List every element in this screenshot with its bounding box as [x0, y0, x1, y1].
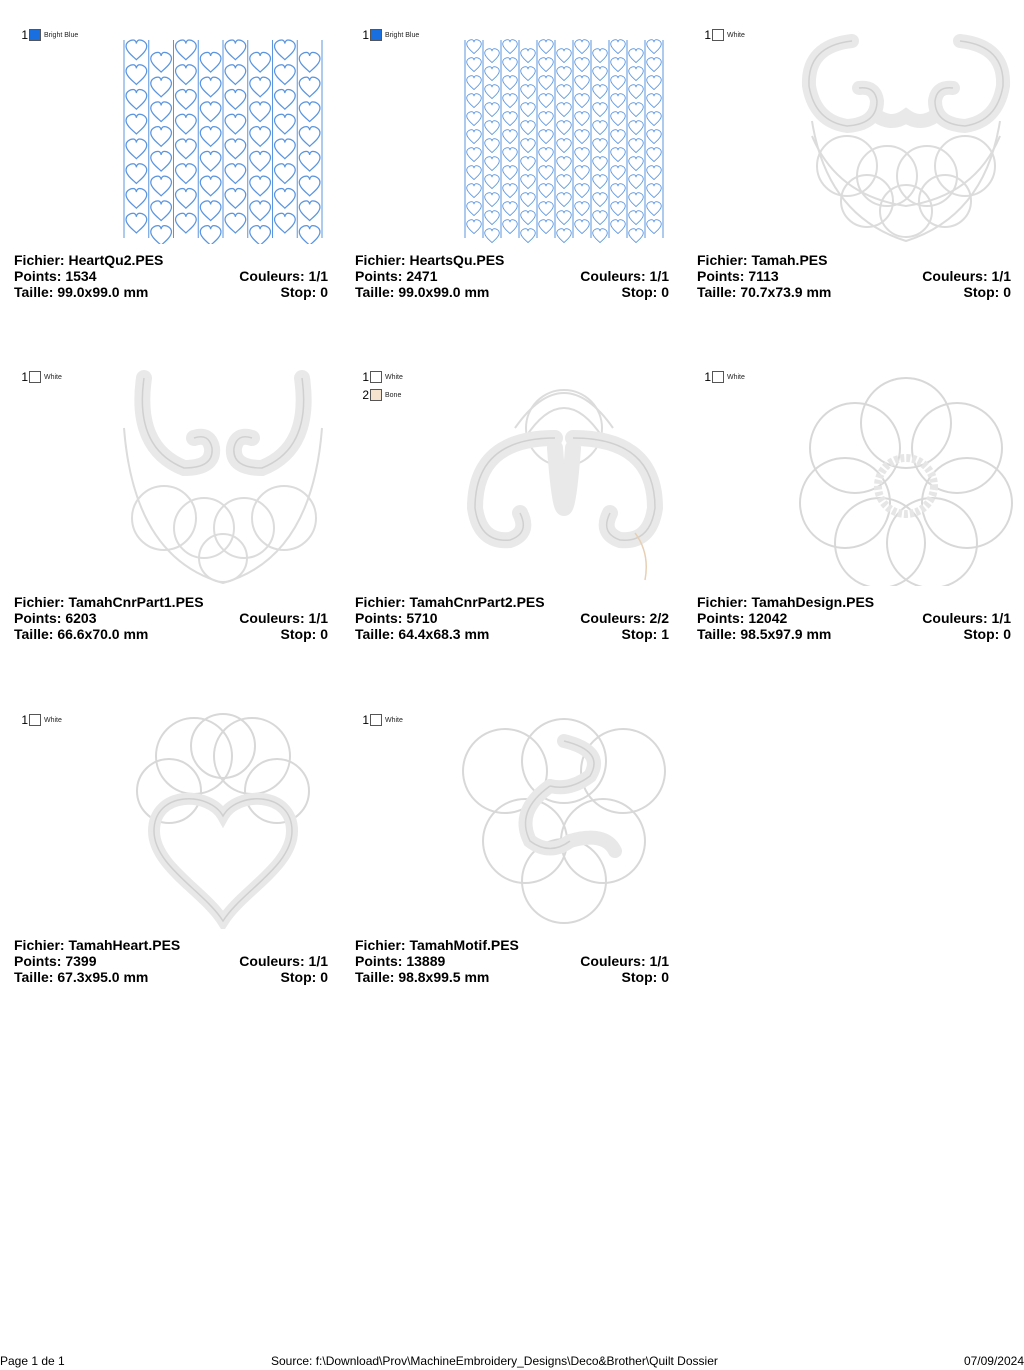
- swatch-number: 1: [704, 370, 711, 384]
- colors-line: Couleurs: 1/1: [239, 610, 328, 626]
- design-preview: [455, 368, 673, 586]
- points-line: Points: 7113: [697, 268, 779, 284]
- stops-line: Stop: 0: [280, 284, 328, 300]
- swatch-name: Bright Blue: [44, 31, 79, 39]
- design-info: [355, 594, 669, 642]
- swatch-color: [712, 29, 724, 41]
- colors-line: Couleurs: 1/1: [580, 953, 669, 969]
- design-card-tamahmotif: [355, 711, 673, 1011]
- swatch-name: Bright Blue: [385, 31, 420, 39]
- lace-rosette-design: [797, 368, 1015, 586]
- thread-swatch-list: [359, 368, 403, 404]
- design-card-heartqu2: [14, 26, 332, 326]
- thread-swatch: [359, 368, 403, 386]
- stops-line: Stop: 0: [621, 969, 669, 985]
- thread-swatch: [701, 26, 745, 44]
- points-line: Points: 1534: [14, 268, 97, 284]
- swatch-color: [29, 371, 41, 383]
- points-line: Points: 7399: [14, 953, 97, 969]
- file-name-line: Fichier: TamahMotif.PES: [355, 937, 519, 953]
- thread-swatch: [359, 26, 419, 44]
- stops-line: Stop: 0: [963, 626, 1011, 642]
- swatch-color: [370, 29, 382, 41]
- file-name-line: Fichier: HeartQu2.PES: [14, 252, 164, 268]
- swatch-number: 2: [362, 388, 369, 402]
- thread-swatch-list: [18, 26, 78, 44]
- design-preview: [455, 711, 673, 929]
- swatch-color: [712, 371, 724, 383]
- size-line: Taille: 64.4x68.3 mm: [355, 626, 490, 642]
- points-line: Points: 6203: [14, 610, 97, 626]
- file-name-line: Fichier: TamahDesign.PES: [697, 594, 875, 610]
- design-card-tamahheart: [14, 711, 332, 1011]
- stops-line: Stop: 0: [280, 969, 328, 985]
- colors-line: Couleurs: 1/1: [580, 268, 669, 284]
- design-info: [14, 937, 328, 985]
- thread-swatch-list: [18, 368, 62, 386]
- thread-swatch: [18, 711, 62, 729]
- file-name-line: Fichier: TamahHeart.PES: [14, 937, 181, 953]
- design-preview: [797, 26, 1015, 244]
- points-line: Points: 5710: [355, 610, 438, 626]
- swatch-name: White: [385, 373, 403, 381]
- points-line: Points: 13889: [355, 953, 446, 969]
- points-line: Points: 2471: [355, 268, 438, 284]
- design-preview: [797, 368, 1015, 586]
- swatch-name: White: [44, 373, 62, 381]
- swatch-name: White: [44, 716, 62, 724]
- design-preview: [114, 26, 332, 244]
- swatch-color: [370, 714, 382, 726]
- swatch-color: [29, 29, 41, 41]
- swatch-number: 1: [362, 28, 369, 42]
- design-card-heartsqu: [355, 26, 673, 326]
- colors-line: Couleurs: 1/1: [922, 268, 1011, 284]
- stops-line: Stop: 0: [280, 626, 328, 642]
- design-info: [697, 594, 1011, 642]
- swatch-name: White: [727, 373, 745, 381]
- size-line: Taille: 66.6x70.0 mm: [14, 626, 149, 642]
- swatch-name: White: [385, 716, 403, 724]
- size-line: Taille: 99.0x99.0 mm: [355, 284, 490, 300]
- design-preview: [455, 26, 673, 244]
- size-line: Taille: 99.0x99.0 mm: [14, 284, 149, 300]
- design-card-tamah: [697, 26, 1015, 326]
- lace-corner-part1-design: [114, 368, 332, 586]
- swatch-number: 1: [704, 28, 711, 42]
- design-info: [697, 252, 1011, 300]
- design-info: [355, 252, 669, 300]
- thread-swatch: [359, 386, 403, 404]
- swatch-name: White: [727, 31, 745, 39]
- colors-line: Couleurs: 2/2: [580, 610, 669, 626]
- lace-motif-design: [455, 711, 673, 929]
- design-card-tamahcnrpart2: [355, 368, 673, 668]
- hearts-quilt-pattern: [455, 26, 673, 244]
- design-preview: [114, 368, 332, 586]
- thread-swatch: [359, 711, 403, 729]
- swatch-name: Bone: [385, 391, 402, 399]
- points-line: Points: 12042: [697, 610, 788, 626]
- stops-line: Stop: 1: [621, 626, 669, 642]
- swatch-number: 1: [362, 713, 369, 727]
- colors-line: Couleurs: 1/1: [239, 268, 328, 284]
- swatch-color: [370, 371, 382, 383]
- colors-line: Couleurs: 1/1: [922, 610, 1011, 626]
- swatch-number: 1: [21, 28, 28, 42]
- size-line: Taille: 67.3x95.0 mm: [14, 969, 149, 985]
- design-info: [355, 937, 669, 985]
- colors-line: Couleurs: 1/1: [239, 953, 328, 969]
- swatch-number: 1: [21, 713, 28, 727]
- thread-swatch-list: [701, 26, 745, 44]
- lace-heart-design: [114, 711, 332, 929]
- file-name-line: Fichier: TamahCnrPart2.PES: [355, 594, 545, 610]
- thread-swatch: [18, 26, 78, 44]
- size-line: Taille: 98.5x97.9 mm: [697, 626, 832, 642]
- thread-swatch-list: [359, 711, 403, 729]
- source-path: Source: f:\Download\Prov\MachineEmbroidery_Designs\Deco&Brother\Quilt Dossier: [271, 1354, 718, 1368]
- design-preview: [114, 711, 332, 929]
- lace-collar-design: [797, 26, 1015, 244]
- swatch-number: 1: [21, 370, 28, 384]
- print-date: 07/09/2024: [963, 1354, 1024, 1368]
- design-info: [14, 252, 328, 300]
- file-name-line: Fichier: TamahCnrPart1.PES: [14, 594, 204, 610]
- stops-line: Stop: 0: [621, 284, 669, 300]
- file-name-line: Fichier: Tamah.PES: [697, 252, 828, 268]
- page-number: Page 1 de 1: [0, 1354, 65, 1368]
- stops-line: Stop: 0: [963, 284, 1011, 300]
- size-line: Taille: 70.7x73.9 mm: [697, 284, 832, 300]
- design-info: [14, 594, 328, 642]
- thread-swatch-list: [701, 368, 745, 386]
- swatch-color: [29, 714, 41, 726]
- size-line: Taille: 98.8x99.5 mm: [355, 969, 490, 985]
- swatch-number: 1: [362, 370, 369, 384]
- thread-swatch: [701, 368, 745, 386]
- lace-corner-part2-design: [455, 368, 673, 586]
- design-card-tamahcnrpart1: [14, 368, 332, 668]
- thread-swatch: [18, 368, 62, 386]
- thread-swatch-list: [18, 711, 62, 729]
- hearts-quilt-pattern: [114, 26, 332, 244]
- file-name-line: Fichier: HeartsQu.PES: [355, 252, 505, 268]
- swatch-color: [370, 389, 382, 401]
- thread-swatch-list: [359, 26, 419, 44]
- design-card-tamahdesign: [697, 368, 1015, 668]
